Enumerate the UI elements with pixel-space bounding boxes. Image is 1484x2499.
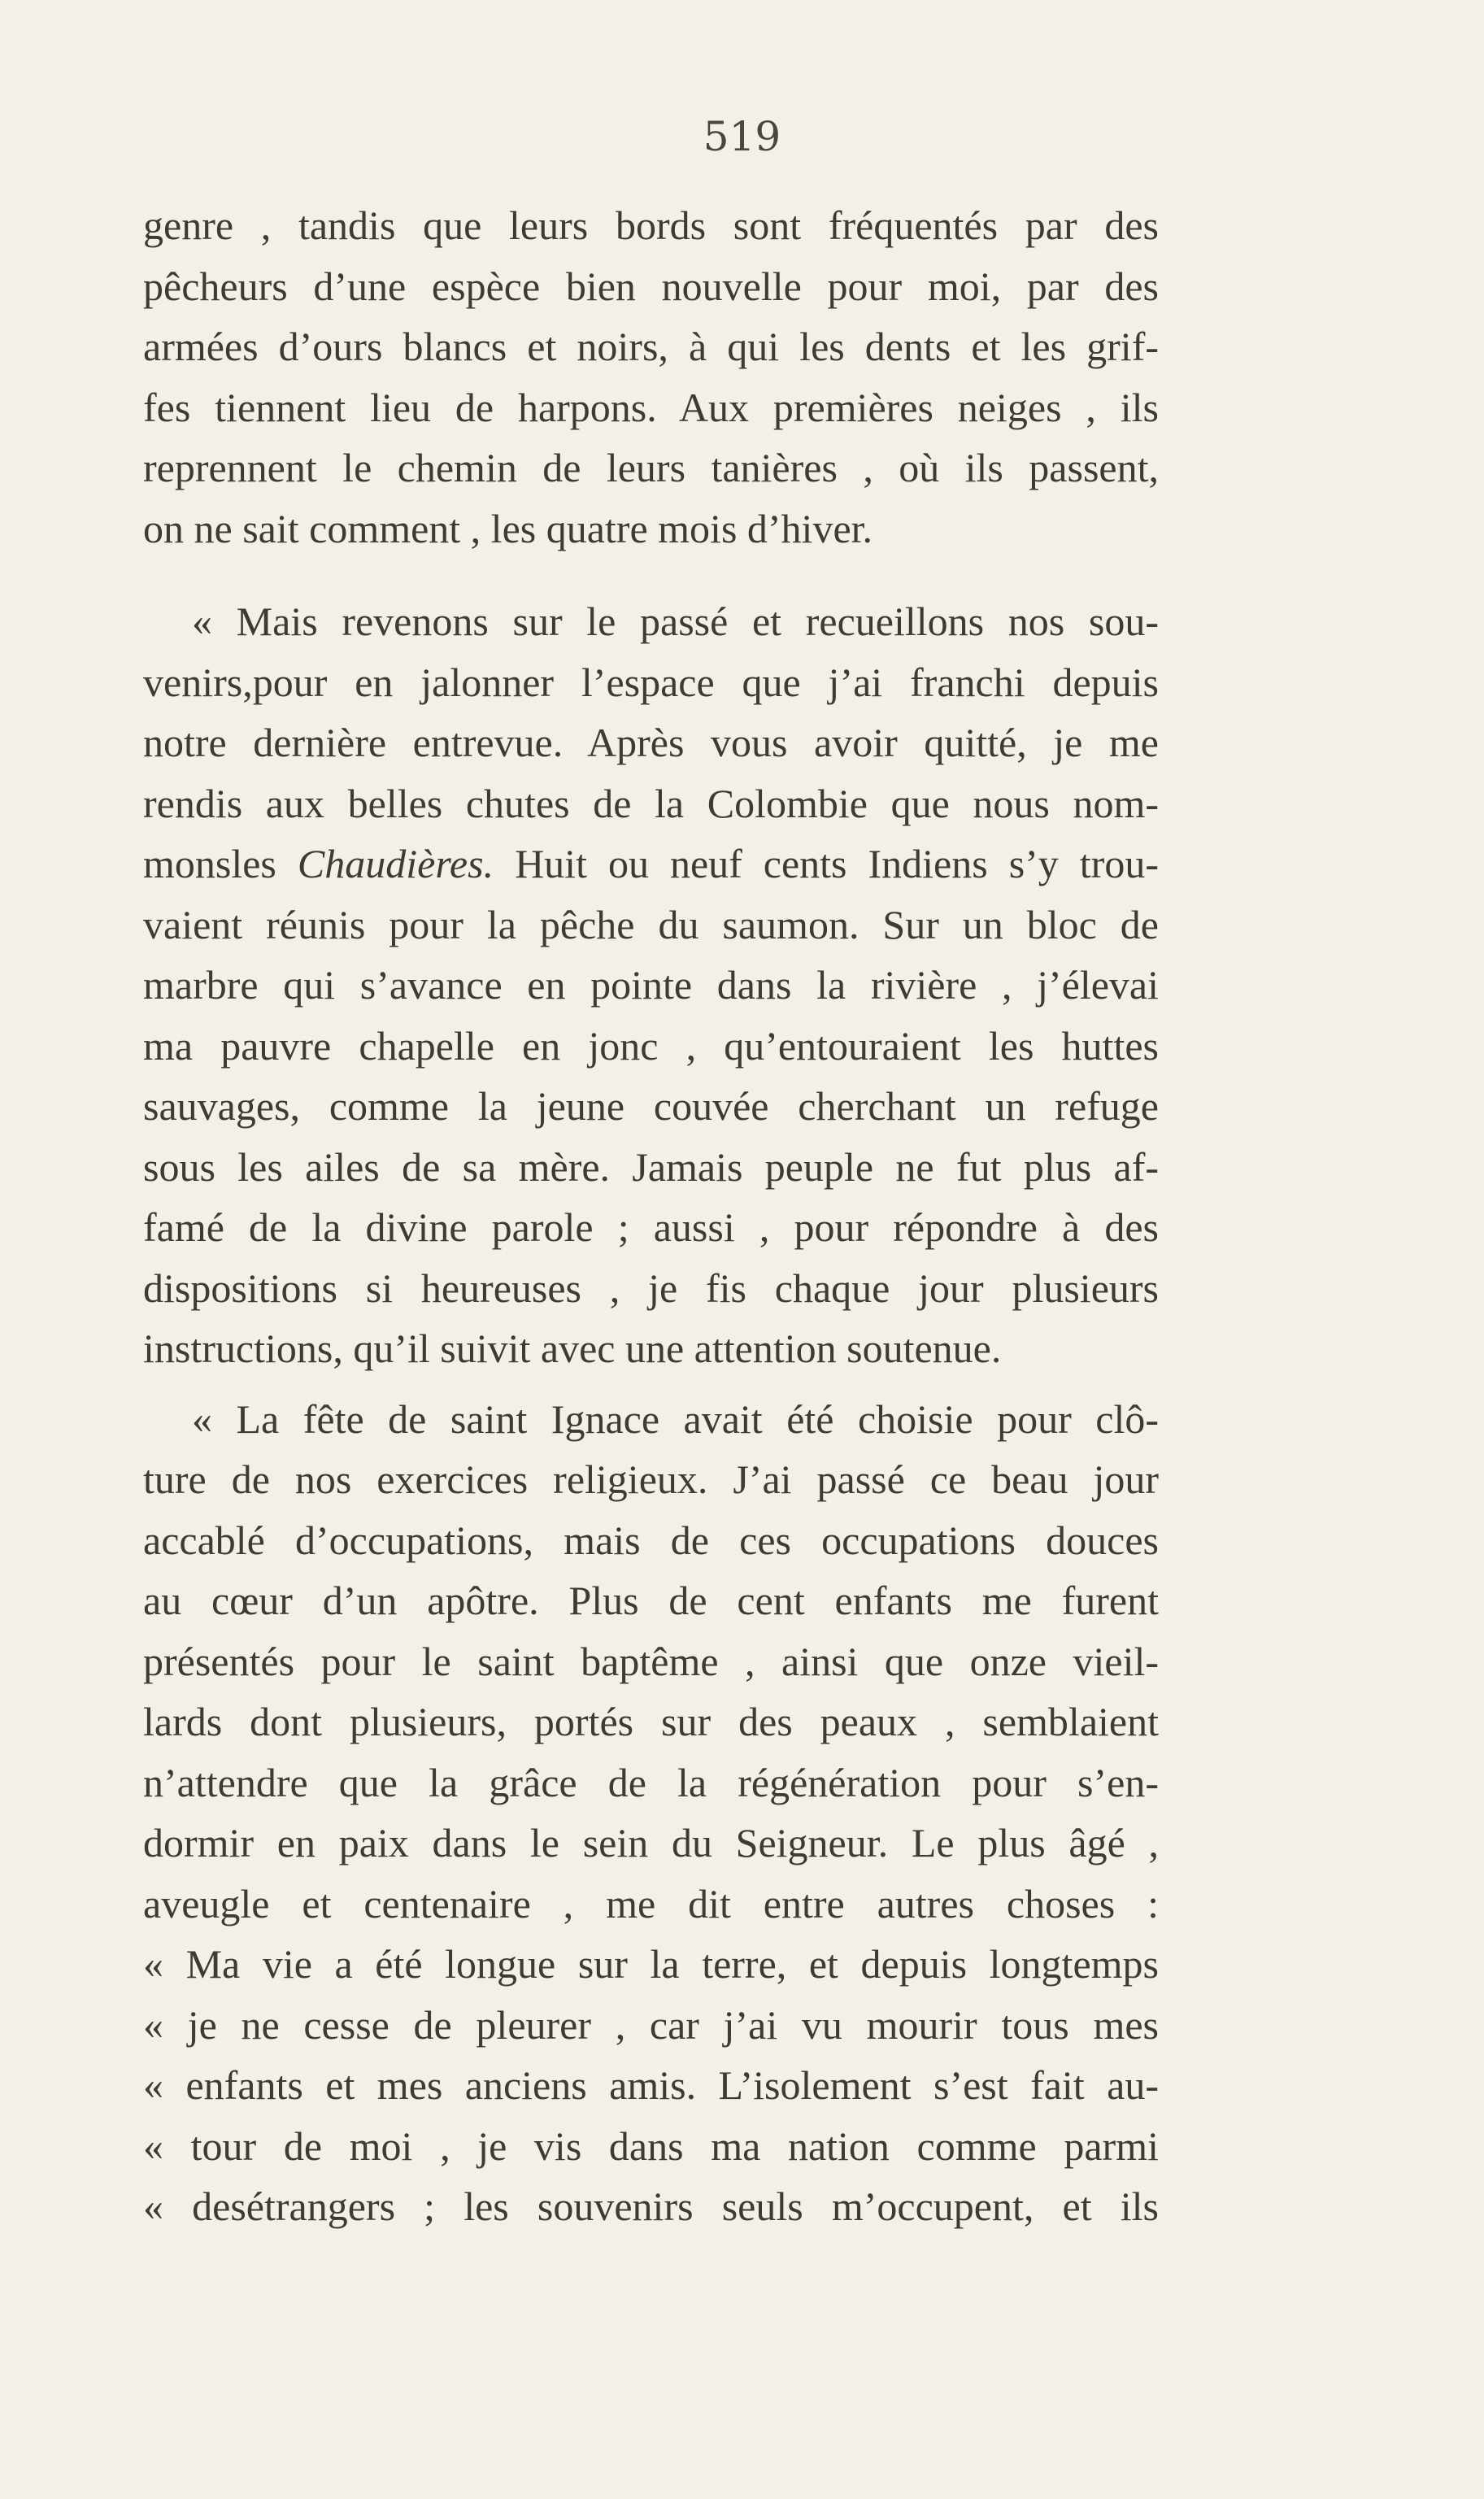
text-line: marbre qui s’avance en pointe dans la rivière , j’élevai [143,962,1159,1008]
text-line: ma pauvre chapelle en jonc , qu’entouraient les huttes [143,1022,1159,1069]
text-line: dispositions si heureuses , je fis chaque jour plusieurs [143,1265,1159,1311]
paragraph-1 [143,195,1159,559]
text-line: aveugle et centenaire , me dit entre autres choses : [143,1880,1159,1926]
page-number: 519 [703,113,781,160]
text-line: notre dernière entrevue. Après vous avoir quitté, je me [143,720,1159,765]
text-line: sous les ailes de sa mère. Jamais peuple ne fut plus af- [143,1143,1159,1190]
text-line: au cœur d’un apôtre. Plus de cent enfants me furent [143,1578,1159,1623]
text-line: « La fête de saint Ignace avait été choisie pour clô- [192,1395,1159,1442]
paragraph-2 [143,591,1159,1379]
text-line: « enfants et mes anciens amis. L’isolement s’est fait au- [143,2062,1159,2108]
text-line: famé de la divine parole ; aussi , pour répondre à des [143,1204,1159,1250]
text-line: dormir en paix dans le sein du Seigneur. Le plus âgé , [143,1820,1159,1866]
text-line: « desétrangers ; les souvenirs seuls m’occupent, et ils [143,2183,1159,2229]
text-line: ture de nos exercices religieux. J’ai passé ce beau jour [143,1456,1159,1502]
text-line: vaient réunis pour la pêche du saumon. Sur un bloc de [143,901,1159,947]
text-line: fes tiennent lieu de harpons. Aux premières neiges , ils [143,384,1159,430]
text-line: sauvages, comme la jeune couvée cherchant un refuge [143,1083,1159,1129]
text-line: « Ma vie a été longue sur la terre, et depuis longtemps [143,1941,1159,1987]
italic-place-name: Chaudières. [297,841,494,886]
text-line: genre , tandis que leurs bords sont fréquentés par des [143,202,1159,248]
text-line: rendis aux belles chutes de la Colombie que nous nom- [143,780,1159,826]
text-line: « je ne cesse de pleurer , car j’ai vu mourir tous mes [143,2001,1159,2048]
text-line-with-italic [143,834,1159,895]
text-line: accablé d’occupations, mais de ces occupations douces [143,1517,1159,1563]
text-line: présentés pour le saint baptême , ainsi que onze vieil- [143,1638,1159,1684]
text-line: venirs,pour en jalonner l’espace que j’ai franchi depuis [143,659,1159,705]
body-text [143,195,1159,2237]
text-line: « tour de moi , je vis dans ma nation comme parmi [143,2122,1159,2169]
text-line: reprennent le chemin de leurs tanières , où ils passent, [143,445,1159,490]
text-fragment: Huit ou neuf cents Indiens s’y trou- [494,841,1159,886]
text-line: lards dont plusieurs, portés sur des peaux , semblaient [143,1699,1159,1744]
text-line: pêcheurs d’une espèce bien nouvelle pour moi, par des [143,263,1159,309]
text-line: on ne sait comment , les quatre mois d’hiver. [143,505,873,551]
text-fragment: monsles [143,841,298,886]
text-line: « Mais revenons sur le passé et recueillons nos sou- [192,599,1159,644]
text-line: instructions, qu’il suivit avec une attention soutenue. [143,1326,1002,1371]
paragraph-3 [143,1389,1159,2237]
text-line: armées d’ours blancs et noirs, à qui les dents et les grif- [143,324,1159,369]
text-line: n’attendre que la grâce de la régénération pour s’en- [143,1759,1159,1805]
